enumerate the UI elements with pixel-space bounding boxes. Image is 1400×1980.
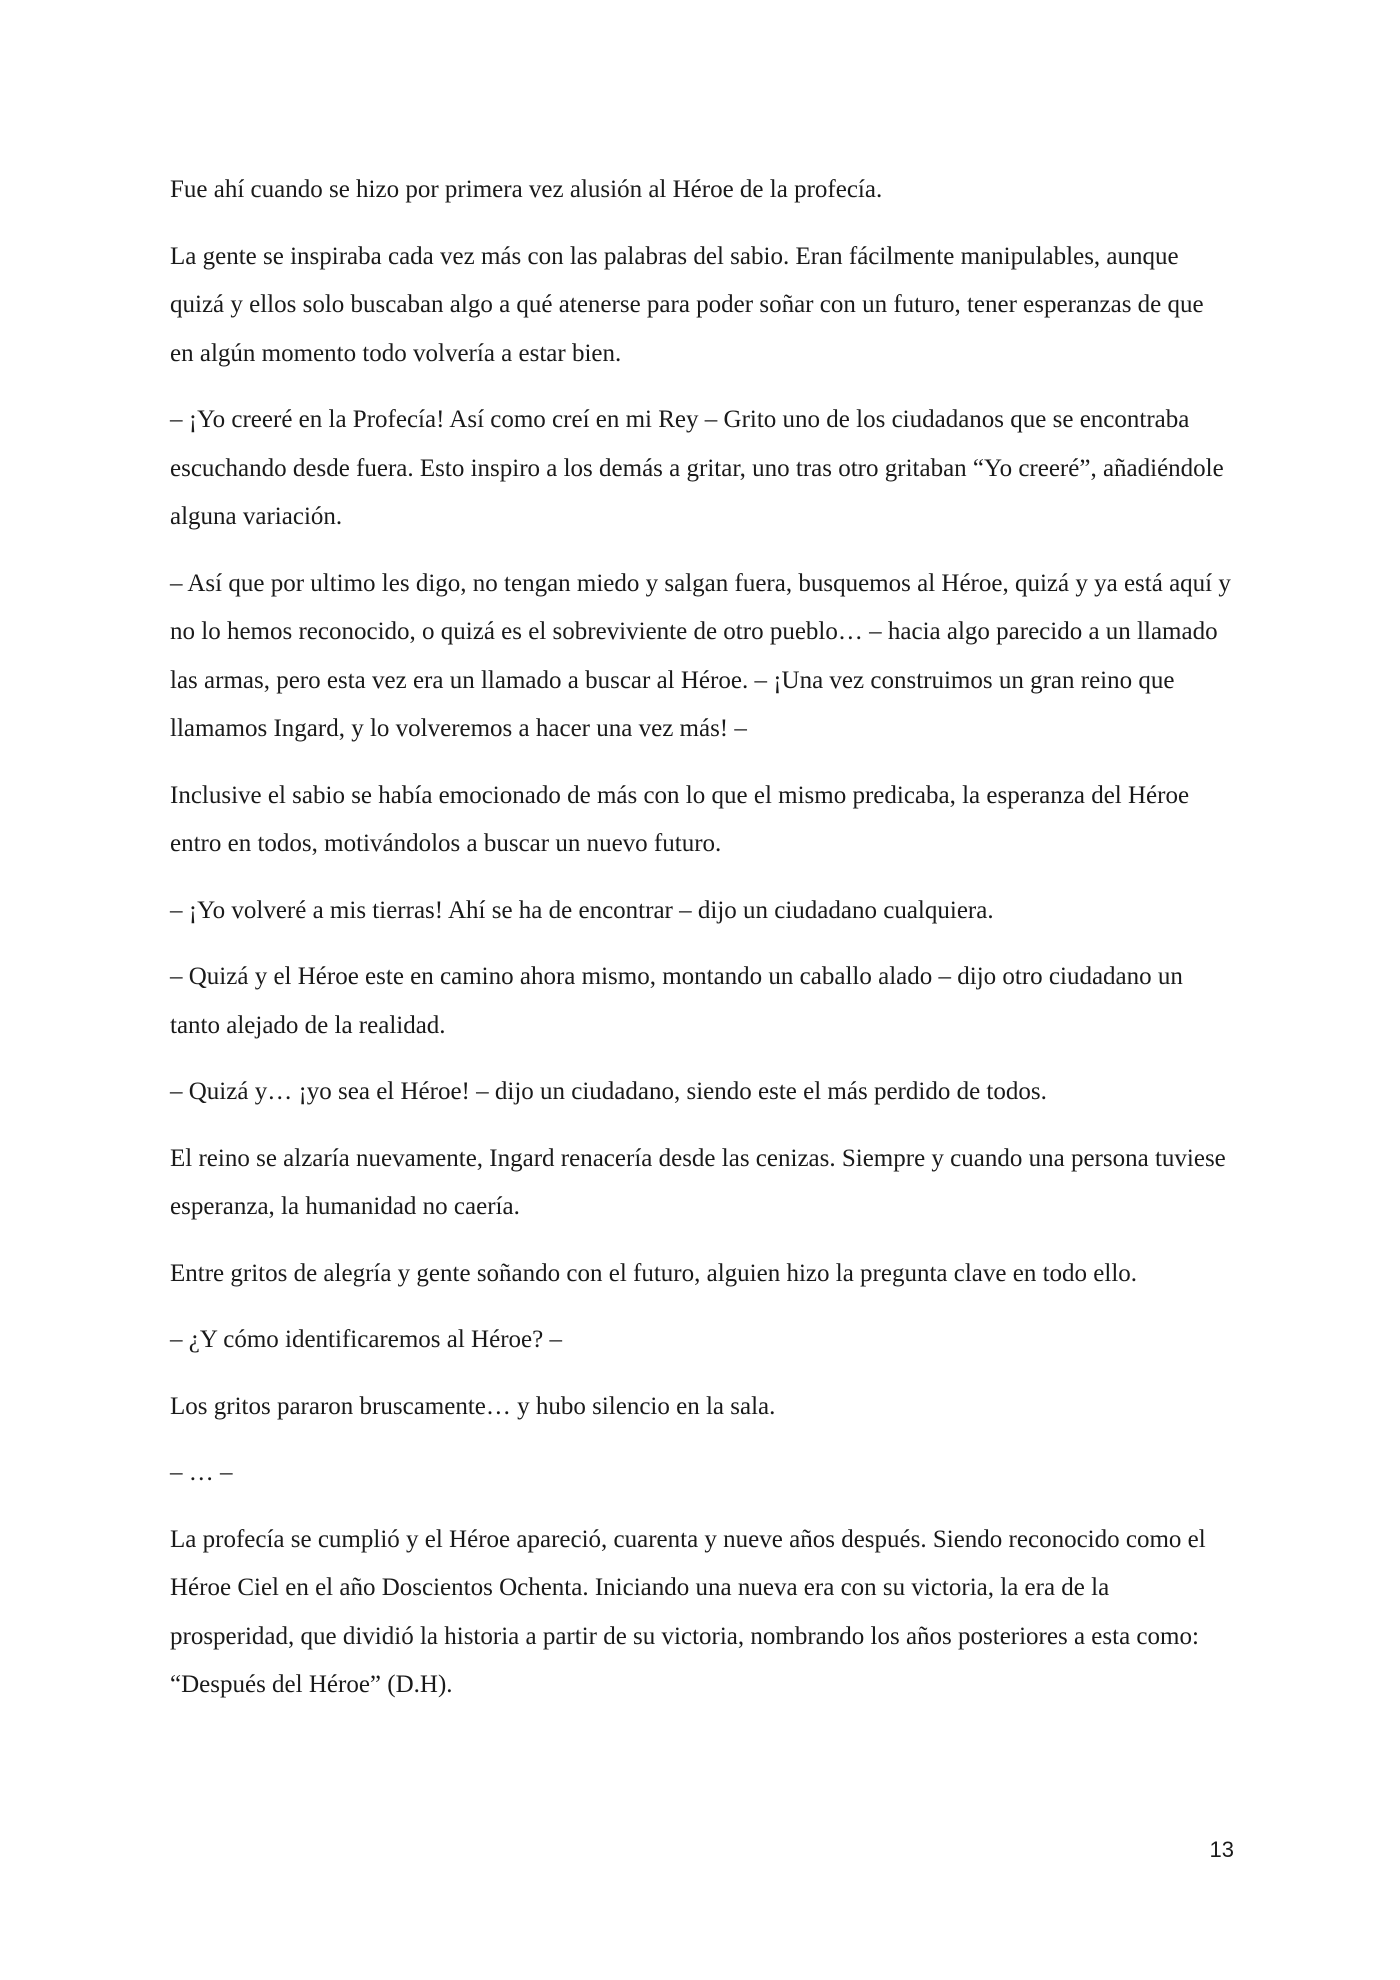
paragraph: La profecía se cumplió y el Héroe apareció, cuarenta y nueve años después. Siendo reconocido como el Héroe Ciel en el año Doscientos Ochenta. Iniciando una nueva era con su victoria, la era de la prosperidad, que dividió la historia a partir de su victoria, nombrando los años posteriores a esta como: “Después del Héroe” (D.H). xyxy=(170,1525,1206,1698)
paragraph: – Quizá y el Héroe este en camino ahora mismo, montando un caballo alado – dijo otro ciudadano un tanto alejado de la realidad. xyxy=(170,963,1183,1039)
body-text xyxy=(170,166,1232,1728)
paragraph: Inclusive el sabio se había emocionado de más con lo que el mismo predicaba, la esperanza del Héroe entro en todos, motivándolos a buscar un nuevo futuro. xyxy=(170,781,1190,857)
paragraph: Los gritos pararon bruscamente… y hubo silencio en la sala. xyxy=(170,1392,776,1420)
paragraph: – Así que por ultimo les digo, no tengan miedo y salgan fuera, busquemos al Héroe, quizá y ya está aquí y no lo hemos reconocido, o quizá es el sobreviviente de otro pueblo… – hacia algo parecido a un llamado las armas, pero esta vez era un llamado a buscar al Héroe. – ¡Una vez construimos un gran reino que llamamos Ingard, y lo volveremos a hacer una vez más! – xyxy=(170,569,1231,742)
paragraph: – ¡Yo volveré a mis tierras! Ahí se ha de encontrar – dijo un ciudadano cualquiera. xyxy=(170,896,994,924)
paragraph: – ¿Y cómo identificaremos al Héroe? – xyxy=(170,1326,562,1353)
page-number: 13 xyxy=(1209,1837,1234,1862)
paragraph: El reino se alzaría nuevamente, Ingard renacería desde las cenizas. Siempre y cuando una persona tuviese esperanza, la humanidad no caería. xyxy=(170,1144,1226,1220)
paragraph: Entre gritos de alegría y gente soñando con el futuro, alguien hizo la pregunta clave en todo ello. xyxy=(170,1259,1138,1287)
paragraph: – ¡Yo creeré en la Profecía! Así como creí en mi Rey – Grito uno de los ciudadanos que se encontraba escuchando desde fuera. Esto inspiro a los demás a gritar, uno tras otro gritaban “Yo creeré”, añadiéndole alguna variación. xyxy=(170,406,1224,530)
paragraph: Fue ahí cuando se hizo por primera vez alusión al Héroe de la profecía. xyxy=(170,176,883,203)
paragraph: – Quizá y… ¡yo sea el Héroe! – dijo un ciudadano, siendo este el más perdido de todos. xyxy=(170,1078,1047,1105)
paragraph: La gente se inspiraba cada vez más con las palabras del sabio. Eran fácilmente manipulables, aunque quizá y ellos solo buscaban algo a qué atenerse para poder soñar con un futuro, tener esperanzas de que en algún momento todo volvería a estar bien. xyxy=(170,242,1204,367)
paragraph: – … – xyxy=(170,1459,233,1486)
